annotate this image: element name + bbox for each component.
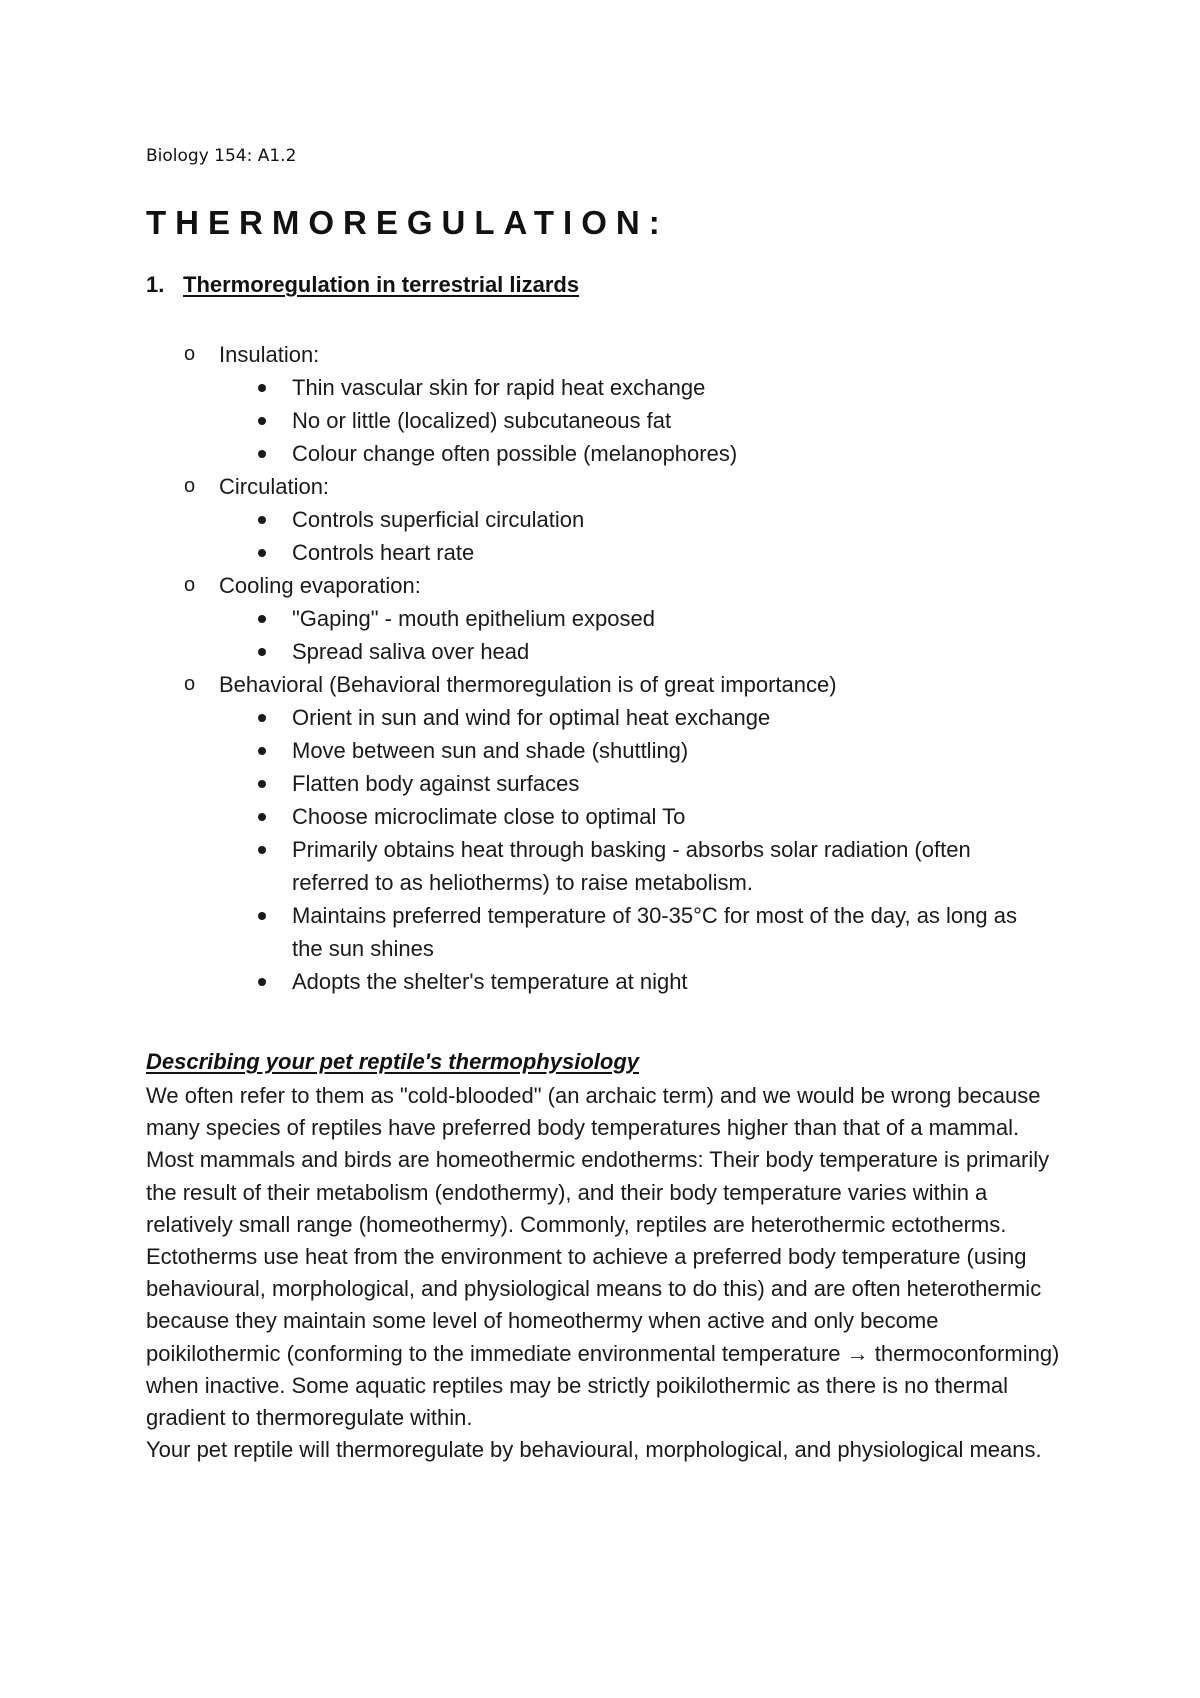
list-item: Adopts the shelter's temperature at night xyxy=(180,965,1080,998)
group-label-text: Circulation: xyxy=(219,474,330,499)
list-item: Thin vascular skin for rapid heat exchange xyxy=(180,371,1080,404)
paragraph: Your pet reptile will thermoregulate by behavioural, morphological, and physiological means. xyxy=(146,1437,1042,1463)
section-title: Thermoregulation in terrestrial lizards xyxy=(183,272,580,297)
circle-bullet-icon: o xyxy=(184,475,196,497)
section-heading xyxy=(146,272,579,298)
list-item: Flatten body against surfaces xyxy=(180,767,1080,800)
group-label-text: Cooling evaporation: xyxy=(219,573,421,598)
list-item: Choose microclimate close to optimal To xyxy=(180,800,1080,833)
course-code: Biology 154: A1.2 xyxy=(146,146,297,166)
paragraph: Most mammals and birds are homeothermic endotherms: Their body temperature is primarily the result of their metabolism (endothermy), and their body temperature varies within a relatively small range (homeothermy). Commonly, reptiles are heterothermic ectotherms. xyxy=(146,1147,1050,1237)
list-item: Controls heart rate xyxy=(180,536,1080,569)
group-label xyxy=(180,338,1080,371)
circle-bullet-icon: o xyxy=(184,343,196,365)
list-item: No or little (localized) subcutaneous fat xyxy=(180,404,1080,437)
group-label xyxy=(180,470,1080,503)
group-label-text: Behavioral (Behavioral thermoregulation is of great importance) xyxy=(219,672,837,697)
list-item: Move between sun and shade (shuttling) xyxy=(180,734,1080,767)
list-item: Maintains preferred temperature of 30-35°C for most of the day, as long as the sun shines xyxy=(180,899,1080,965)
page-title: THERMOREGULATION: xyxy=(146,204,669,241)
describing-body xyxy=(146,1080,1066,1466)
outline-list xyxy=(180,338,1080,998)
list-item: "Gaping" - mouth epithelium exposed xyxy=(180,602,1080,635)
paragraph: We often refer to them as "cold-blooded" (an archaic term) and we would be wrong because many species of reptiles have preferred body temperatures higher than that of a mammal. xyxy=(146,1083,1041,1141)
outline-group-cooling xyxy=(180,569,1080,668)
group-label xyxy=(180,668,1080,701)
circle-bullet-icon: o xyxy=(184,673,196,695)
list-item: Primarily obtains heat through basking - absorbs solar radiation (often referred to as heliotherms) to raise metabolism. xyxy=(180,833,1080,899)
list-item: Colour change often possible (melanophores) xyxy=(180,437,1080,470)
section-number: 1. xyxy=(146,272,165,297)
outline-group-circulation xyxy=(180,470,1080,569)
group-label xyxy=(180,569,1080,602)
list-item: Orient in sun and wind for optimal heat exchange xyxy=(180,701,1080,734)
list-item: Controls superficial circulation xyxy=(180,503,1080,536)
outline-group-behavioral xyxy=(180,668,1080,998)
describing-heading: Describing your pet reptile's thermophysiology xyxy=(146,1049,639,1074)
list-item: Spread saliva over head xyxy=(180,635,1080,668)
outline-group-insulation xyxy=(180,338,1080,470)
circle-bullet-icon: o xyxy=(184,574,196,596)
paragraph: Ectotherms use heat from the environment to achieve a preferred body temperature (using behavioural, morphological, and physiological means to do this) and are often heterothermic because they maintain some level of homeothermy when active and only become poikilothermic (conforming to the immediate environmental temperature → thermoconforming) when inactive. Some aquatic reptiles may be strictly poikilothermic as there is no thermal gradient to thermoregulate within. xyxy=(146,1244,1060,1431)
group-label-text: Insulation: xyxy=(219,342,320,367)
